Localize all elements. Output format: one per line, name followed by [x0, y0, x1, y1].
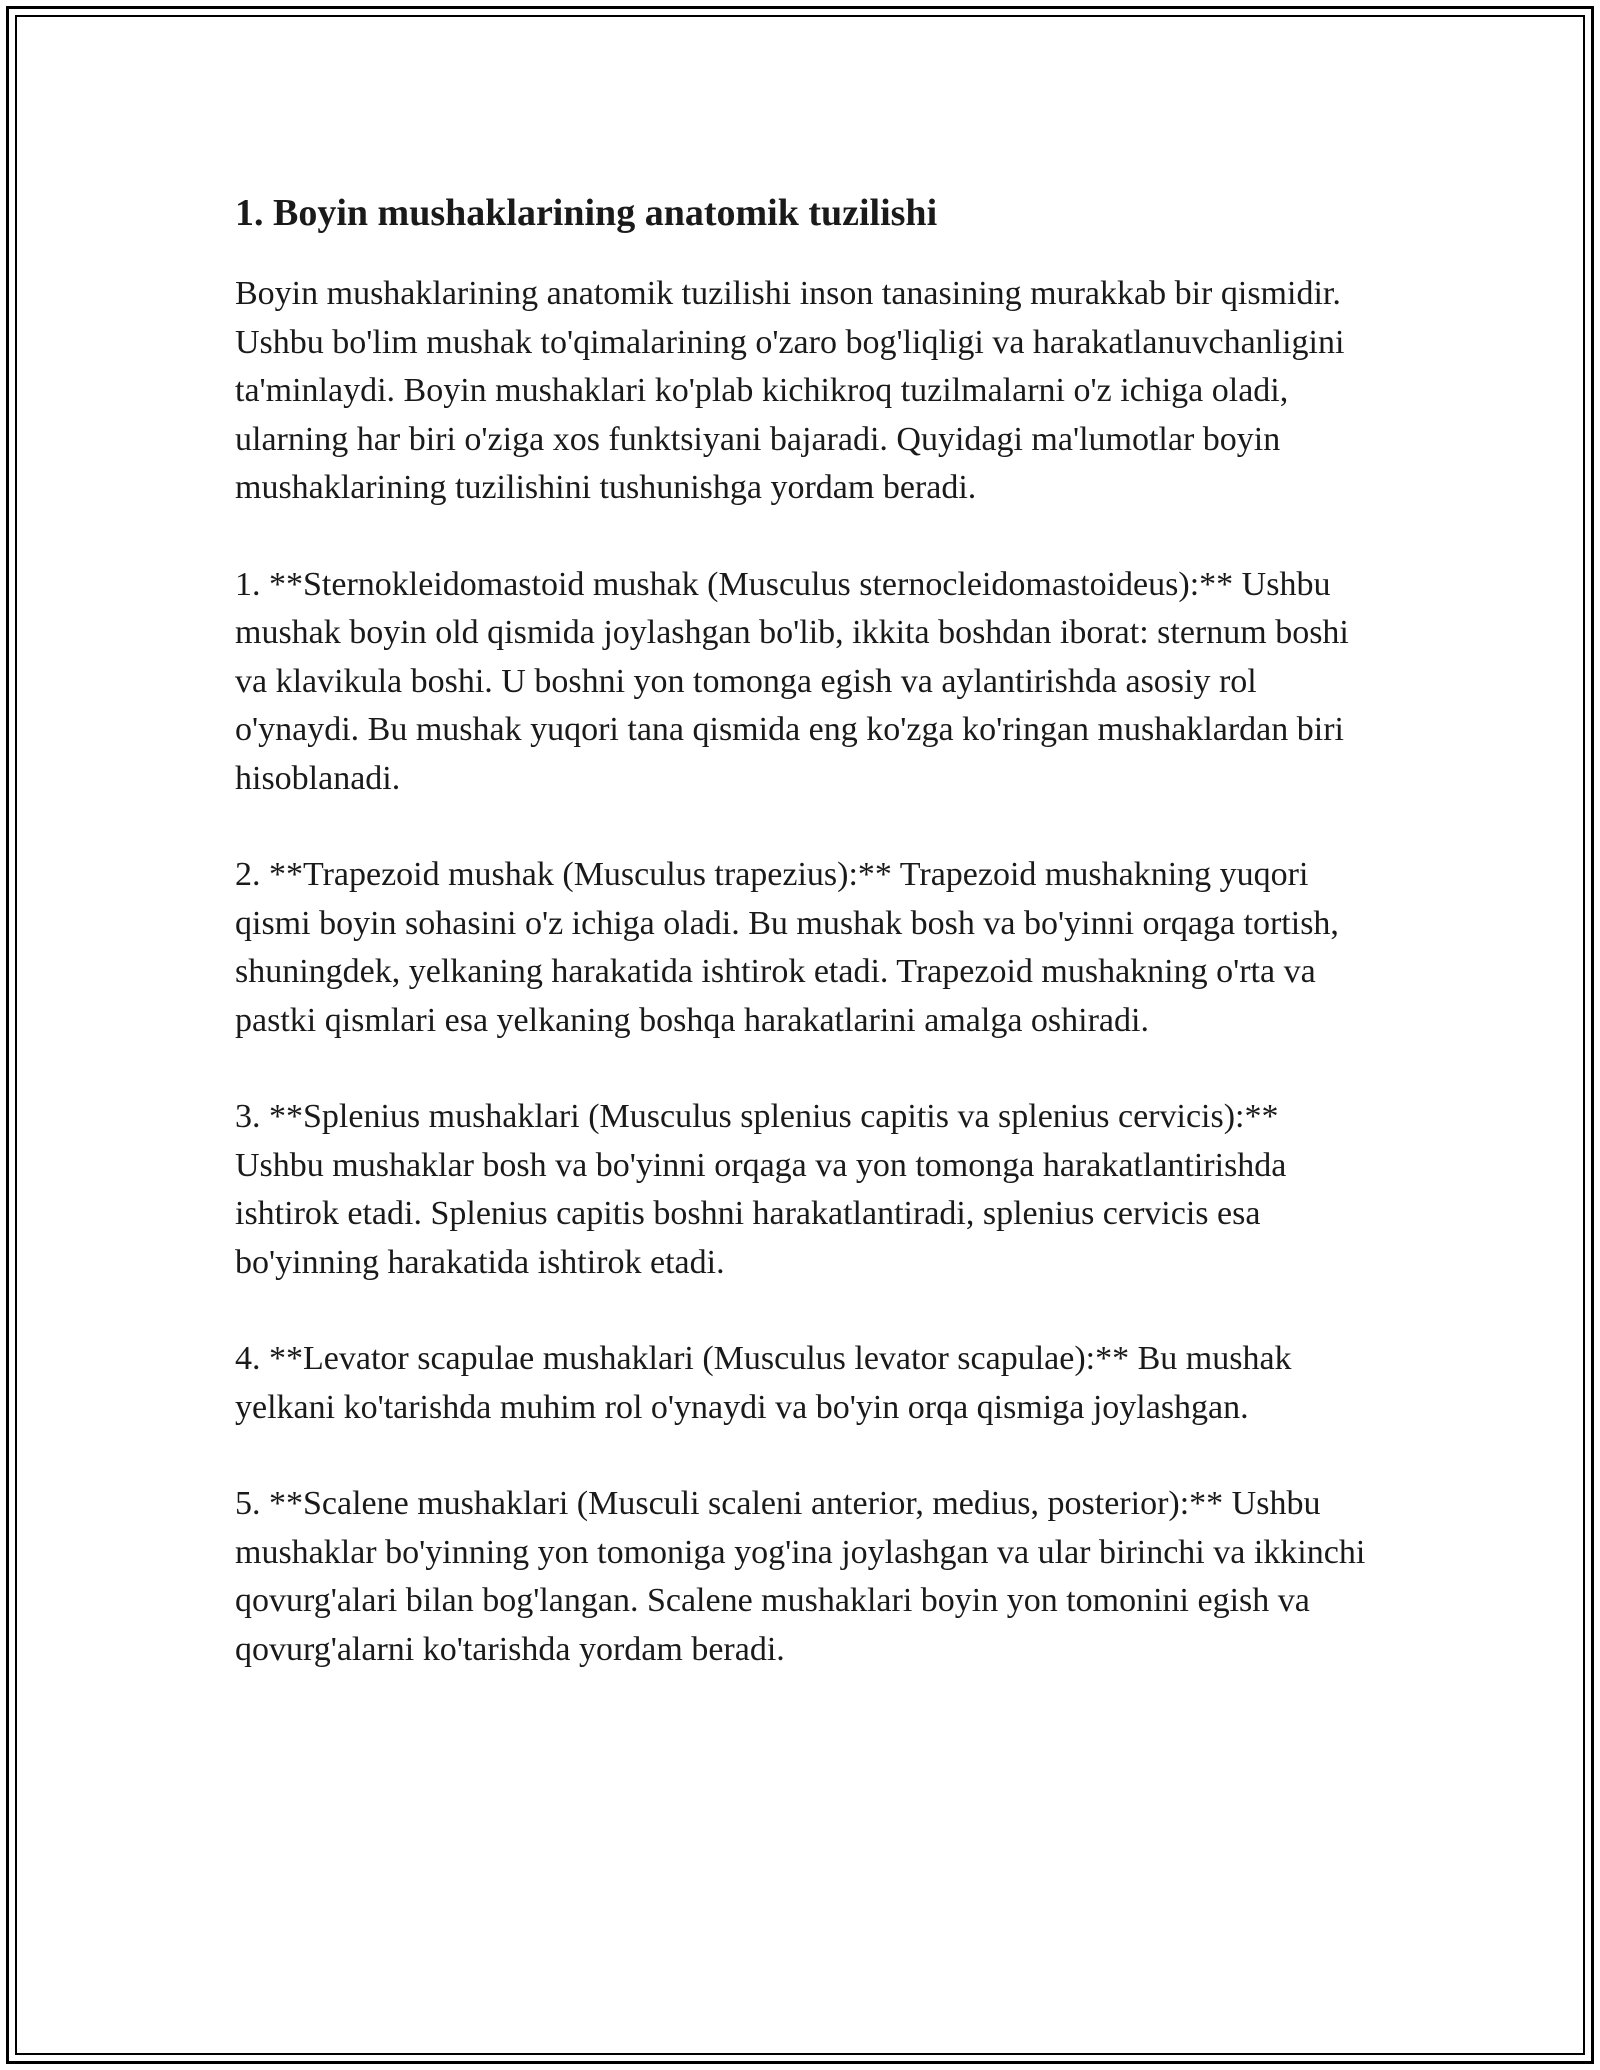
- list-item-scalene: 5. **Scalene mushaklari (Musculi scaleni anterior, medius, posterior):** Ushbu mushaklar bo'yinning yon tomoniga yog'ina joylashgan va ular birinchi va ikkinchi qovurg'alari bilan bog'langan. Scalene mushaklari boyin yon tomonini egish va qovurg'alarni ko'tarishda yordam beradi.: [235, 1485, 1366, 1668]
- list-item-levator-scapulae: 4. **Levator scapulae mushaklari (Musculus levator scapulae):** Bu mushak yelkani ko'tarishda muhim rol o'ynaydi va bo'yin orqa qismiga joylashgan.: [235, 1340, 1292, 1426]
- list-item-trapezius: 2. **Trapezoid mushak (Musculus trapezius):** Trapezoid mushakning yuqori qismi boyin sohasini o'z ichiga oladi. Bu mushak bosh va bo'yinni orqaga tortish, shuningdek, yelkaning harakatida ishtirok etadi. Trapezoid mushakning o'rta va pastki qismlari esa yelkaning boshqa harakatlarini amalga oshiradi.: [235, 856, 1339, 1039]
- document-body: [235, 188, 1370, 1722]
- list-item-sternocleidomastoid: 1. **Sternokleidomastoid mushak (Musculus sternocleidomastoideus):** Ushbu mushak boyin old qismida joylashgan bo'lib, ikkita boshdan iborat: sternum boshi va klavikula boshi. U boshni yon tomonga egish va aylantirishda asosiy rol o'ynaydi. Bu mushak yuqori tana qismida eng ko'zga ko'ringan mushaklardan biri hisoblanadi.: [235, 565, 1349, 797]
- list-item-splenius: 3. **Splenius mushaklari (Musculus splenius capitis va splenius cervicis):** Ushbu mushaklar bosh va bo'yinni orqaga va yon tomonga harakatlantirishda ishtirok etadi. Splenius capitis boshni harakatlantiradi, splenius cervicis esa bo'yinning harakatida ishtirok etadi.: [235, 1098, 1287, 1281]
- document-title: 1. Boyin mushaklarining anatomik tuzilishi: [235, 192, 938, 234]
- intro-paragraph: Boyin mushaklarining anatomik tuzilishi inson tanasining murakkab bir qismidir. Ushbu bo'lim mushak to'qimalarining o'zaro bog'liqligi va harakatlanuvchanligini ta'minlaydi. Boyin mushaklari ko'plab kichikroq tuzilmalarni o'z ichiga oladi, ularning har biri o'ziga xos funktsiyani bajaradi. Quyidagi ma'lumotlar boyin mushaklarining tuzilishini tushunishga yordam beradi.: [235, 275, 1345, 506]
